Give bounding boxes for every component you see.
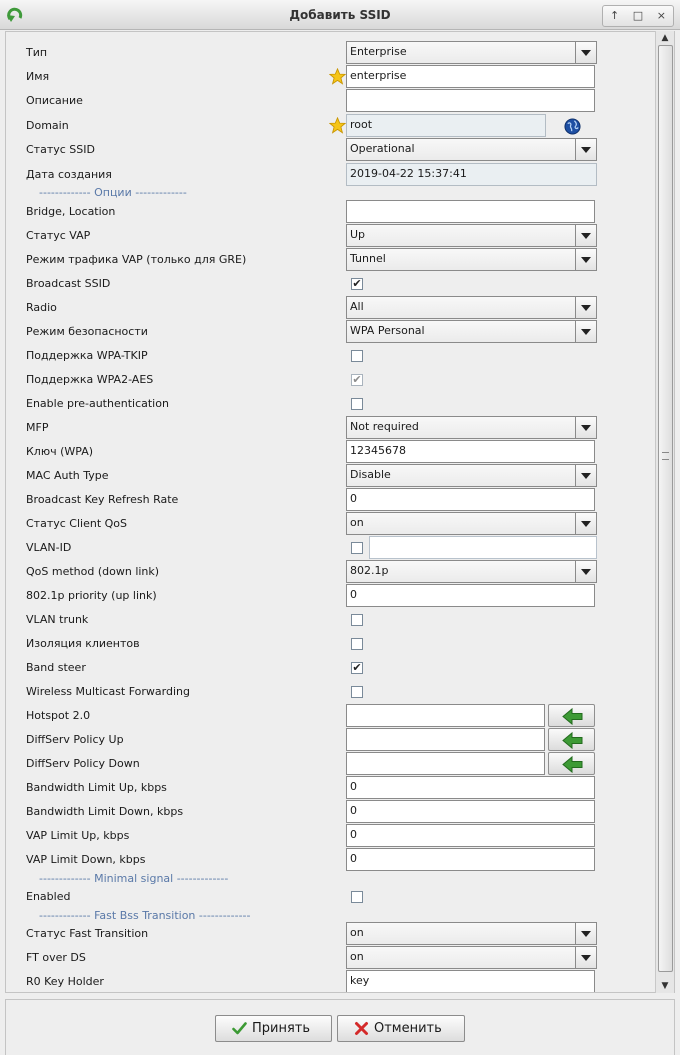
scrollbar-thumb[interactable]: [658, 45, 673, 972]
qos-method-value: 802.1p: [350, 564, 389, 577]
broadcast-key-refresh-label: Broadcast Key Refresh Rate: [26, 493, 179, 506]
window-titlebar: [0, 0, 680, 30]
hotspot20-label: Hotspot 2.0: [26, 709, 91, 722]
min-signal-enabled-checkbox[interactable]: [351, 891, 363, 903]
required-star-icon: [329, 117, 346, 134]
8021p-priority-input[interactable]: 0: [346, 584, 595, 607]
broadcast-ssid-checkbox[interactable]: ✔: [352, 277, 362, 290]
fast-bss-section-header: ------------- Fast Bss Transition -------------: [39, 909, 251, 922]
row-min-signal-enabled: [6, 885, 646, 909]
wireless-multicast-checkbox[interactable]: [351, 686, 363, 698]
row-8021p-priority: [6, 584, 646, 608]
r0-key-holder-label: R0 Key Holder: [26, 975, 104, 988]
row-mfp: [6, 416, 646, 440]
vlan-trunk-label: VLAN trunk: [26, 613, 89, 626]
row-vlan-id: [6, 536, 646, 560]
row-description: [6, 89, 646, 113]
mfp-select[interactable]: [346, 416, 597, 439]
created-label: Дата создания: [26, 168, 112, 181]
row-bw-limit-down: [6, 800, 646, 824]
bw-limit-down-input[interactable]: 0: [346, 800, 595, 823]
r0-key-holder-input[interactable]: key: [346, 970, 595, 993]
row-ssid-status: [6, 138, 646, 162]
row-domain: [6, 114, 646, 138]
mfp-label: MFP: [26, 421, 49, 434]
row-wireless-multicast: [6, 680, 646, 704]
row-created: [6, 163, 646, 187]
qos-method-select[interactable]: [346, 560, 597, 583]
wpa2-aes-checkbox[interactable]: ✔: [352, 373, 362, 386]
radio-select[interactable]: [346, 296, 597, 319]
green-arrow-left-icon: [549, 753, 596, 776]
ssid-status-value: Operational: [350, 142, 415, 155]
fast-transition-status-value: on: [350, 926, 364, 939]
green-arrow-left-icon: [549, 729, 596, 752]
chevron-down-icon[interactable]: [575, 923, 596, 944]
wpa-tkip-checkbox[interactable]: [351, 350, 363, 362]
fast-transition-status-label: Статус Fast Transition: [26, 927, 149, 940]
chevron-down-icon[interactable]: [575, 139, 596, 160]
row-diffserv-down: [6, 752, 646, 776]
created-field: 2019-04-22 15:37:41: [346, 163, 597, 186]
row-qos-method: [6, 560, 646, 584]
domain-label: Domain: [26, 119, 69, 132]
client-isolation-checkbox[interactable]: [351, 638, 363, 650]
type-select[interactable]: [346, 41, 597, 64]
scroll-down-icon[interactable]: ▼: [661, 981, 669, 991]
row-hotspot20: [6, 704, 646, 728]
8021p-priority-label: 802.1p priority (up link): [26, 589, 157, 602]
chevron-down-icon[interactable]: [575, 297, 596, 318]
row-radio: [6, 296, 646, 320]
mac-auth-type-value: Disable: [350, 468, 391, 481]
cancel-button[interactable]: [337, 1015, 465, 1042]
vap-traffic-mode-select[interactable]: [346, 248, 597, 271]
band-steer-label: Band steer: [26, 661, 86, 674]
row-vap-limit-up: [6, 824, 646, 848]
name-label: Имя: [26, 70, 50, 83]
row-broadcast-key-refresh: [6, 488, 646, 512]
cancel-button-label: Отменить: [374, 1021, 442, 1036]
diffserv-down-label: DiffServ Policy Down: [26, 757, 140, 770]
row-band-steer: [6, 656, 646, 680]
checkmark-icon: [232, 1021, 247, 1036]
security-mode-select[interactable]: [346, 320, 597, 343]
row-wpa-key: [6, 440, 646, 464]
hotspot20-input[interactable]: [346, 704, 545, 727]
bw-limit-down-label: Bandwidth Limit Down, kbps: [26, 805, 184, 818]
diffserv-up-label: DiffServ Policy Up: [26, 733, 124, 746]
chevron-down-icon[interactable]: [575, 513, 596, 534]
client-qos-status-select[interactable]: [346, 512, 597, 535]
client-qos-status-label: Статус Client QoS: [26, 517, 128, 530]
wpa-key-input[interactable]: 12345678: [346, 440, 595, 463]
wpa2-aes-label: Поддержка WPA2-AES: [26, 373, 154, 386]
vap-traffic-mode-value: Tunnel: [350, 252, 386, 265]
security-mode-value: WPA Personal: [350, 324, 425, 337]
description-input[interactable]: [346, 89, 595, 112]
chevron-down-icon[interactable]: [575, 561, 596, 582]
globe-icon[interactable]: [564, 118, 581, 135]
mfp-value: Not required: [350, 420, 419, 433]
security-mode-label: Режим безопасности: [26, 325, 148, 338]
vertical-scrollbar[interactable]: [655, 31, 674, 993]
row-wpa2-aes: [6, 368, 646, 392]
row-name: [6, 65, 646, 89]
row-mac-auth-type: [6, 464, 646, 488]
description-label: Описание: [26, 94, 83, 107]
vlan-id-checkbox[interactable]: [351, 542, 363, 554]
window-title: Добавить SSID: [289, 8, 391, 22]
row-pre-auth: [6, 392, 646, 416]
min-signal-enabled-label: Enabled: [26, 890, 71, 903]
pre-auth-checkbox[interactable]: [351, 398, 363, 410]
fast-transition-status-select[interactable]: [346, 922, 597, 945]
vlan-id-label: VLAN-ID: [26, 541, 72, 554]
dialog-footer: [5, 999, 675, 1055]
broadcast-ssid-label: Broadcast SSID: [26, 277, 111, 290]
minimal-signal-section-header: ------------- Minimal signal -------------: [39, 872, 229, 885]
row-vlan-trunk: [6, 608, 646, 632]
client-isolation-label: Изоляция клиентов: [26, 637, 140, 650]
chevron-down-icon[interactable]: [575, 947, 596, 968]
window-maximize-button[interactable]: □: [632, 9, 644, 22]
type-label: Тип: [26, 46, 48, 59]
row-broadcast-ssid: [6, 272, 646, 296]
chevron-down-icon[interactable]: [575, 417, 596, 438]
vap-traffic-mode-label: Режим трафика VAP (только для GRE): [26, 253, 247, 266]
name-input[interactable]: enterprise: [346, 65, 595, 88]
chevron-down-icon[interactable]: [575, 465, 596, 486]
ssid-status-select[interactable]: [346, 138, 597, 161]
red-x-icon: [354, 1021, 369, 1036]
green-arrow-left-icon: [549, 705, 596, 728]
scroll-up-icon[interactable]: ▲: [661, 33, 669, 43]
row-diffserv-up: [6, 728, 646, 752]
ft-over-ds-label: FT over DS: [26, 951, 86, 964]
row-bridge-location: [6, 200, 646, 224]
radio-label: Radio: [26, 301, 57, 314]
row-vap-status: [6, 224, 646, 248]
diffserv-up-input[interactable]: [346, 728, 545, 751]
grip-icon: [662, 452, 669, 460]
wpa-key-label: Ключ (WPA): [26, 445, 94, 458]
broadcast-key-refresh-input[interactable]: 0: [346, 488, 595, 511]
bw-limit-up-input[interactable]: 0: [346, 776, 595, 799]
row-type: [6, 41, 646, 65]
radio-value: All: [350, 300, 364, 313]
vap-limit-down-input[interactable]: 0: [346, 848, 595, 871]
row-vap-traffic-mode: [6, 248, 646, 272]
domain-field: root: [346, 114, 546, 137]
vap-limit-down-label: VAP Limit Down, kbps: [26, 853, 146, 866]
hotspot20-select-button[interactable]: [548, 704, 595, 727]
row-bw-limit-up: [6, 776, 646, 800]
ssid-status-label: Статус SSID: [26, 143, 95, 156]
vap-status-value: Up: [350, 228, 366, 241]
vap-limit-up-label: VAP Limit Up, kbps: [26, 829, 130, 842]
row-client-isolation: [6, 632, 646, 656]
accept-button-label: Принять: [252, 1021, 311, 1036]
accept-button[interactable]: [215, 1015, 332, 1042]
chevron-down-icon[interactable]: [575, 42, 596, 63]
diffserv-down-input[interactable]: [346, 752, 545, 775]
row-security-mode: [6, 320, 646, 344]
window-pin-button[interactable]: ↑: [610, 9, 620, 22]
vlan-trunk-checkbox[interactable]: [351, 614, 363, 626]
row-r0-key-holder: [6, 970, 646, 993]
required-star-icon: [329, 68, 346, 85]
bw-limit-up-label: Bandwidth Limit Up, kbps: [26, 781, 167, 794]
ft-over-ds-value: on: [350, 950, 364, 963]
row-wpa-tkip: [6, 344, 646, 368]
window-controls: [602, 5, 674, 27]
chevron-down-icon[interactable]: [575, 321, 596, 342]
ft-over-ds-select[interactable]: [346, 946, 597, 969]
chevron-down-icon[interactable]: [575, 249, 596, 270]
qos-method-label: QoS method (down link): [26, 565, 160, 578]
vap-status-label: Статус VAP: [26, 229, 91, 242]
wpa-tkip-label: Поддержка WPA-TKIP: [26, 349, 148, 362]
row-client-qos-status: [6, 512, 646, 536]
band-steer-checkbox[interactable]: ✔: [352, 661, 362, 674]
row-vap-limit-down: [6, 848, 646, 872]
options-section-header: ------------- Опции -------------: [39, 186, 187, 199]
row-fast-transition-status: [6, 922, 646, 946]
form-panel: [5, 31, 675, 993]
vap-status-select[interactable]: [346, 224, 597, 247]
chevron-down-icon[interactable]: [575, 225, 596, 246]
mac-auth-type-label: MAC Auth Type: [26, 469, 109, 482]
window-close-button[interactable]: ×: [656, 9, 666, 22]
vlan-id-input[interactable]: [369, 536, 597, 559]
bridge-location-input[interactable]: [346, 200, 595, 223]
diffserv-up-select-button[interactable]: [548, 728, 595, 751]
pre-auth-label: Enable pre-authentication: [26, 397, 169, 410]
diffserv-down-select-button[interactable]: [548, 752, 595, 775]
row-ft-over-ds: [6, 946, 646, 970]
vap-limit-up-input[interactable]: 0: [346, 824, 595, 847]
mac-auth-type-select[interactable]: [346, 464, 597, 487]
client-qos-status-value: on: [350, 516, 364, 529]
wireless-multicast-label: Wireless Multicast Forwarding: [26, 685, 190, 698]
type-value: Enterprise: [350, 45, 407, 58]
bridge-location-label: Bridge, Location: [26, 205, 116, 218]
